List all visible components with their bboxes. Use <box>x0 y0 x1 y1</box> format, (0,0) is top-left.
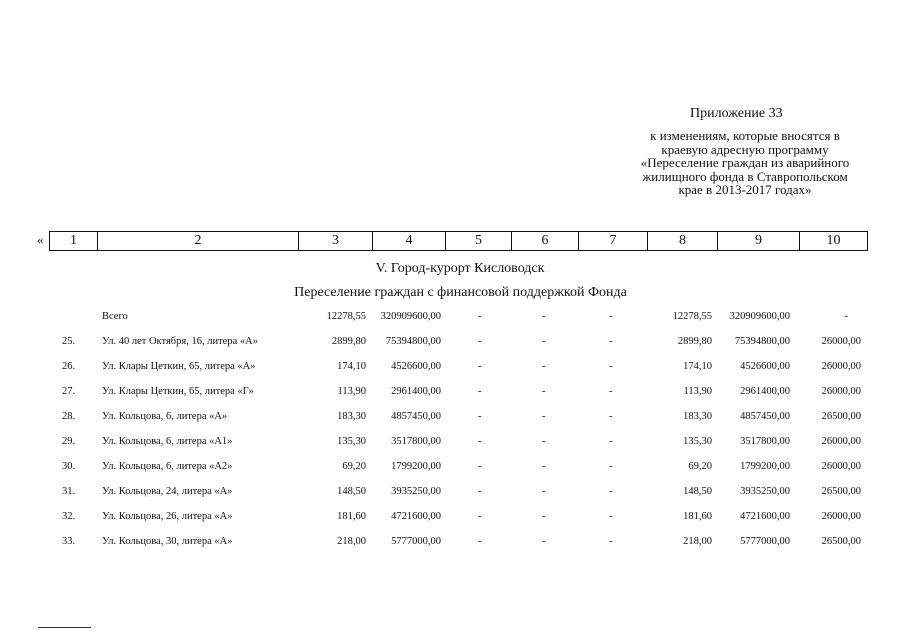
row-col5: - <box>478 336 482 347</box>
column-number: 4 <box>373 232 446 250</box>
row-col7: - <box>609 536 613 547</box>
row-area: 183,30 <box>337 411 366 422</box>
row-area-2: 148,50 <box>683 486 712 497</box>
row-number: 26. <box>62 361 76 372</box>
row-col7: - <box>609 386 613 397</box>
row-number: 31. <box>62 486 76 497</box>
row-area-2: 113,90 <box>683 386 712 397</box>
row-col6: - <box>542 361 546 372</box>
row-col6: - <box>542 536 546 547</box>
row-cost: 2961400,00 <box>391 386 441 397</box>
row-cost-2: 4721600,00 <box>740 511 790 522</box>
column-number: 1 <box>50 232 98 250</box>
table-row <box>0 406 905 431</box>
row-price: 26500,00 <box>821 411 861 422</box>
table-row <box>0 431 905 456</box>
row-price: 26000,00 <box>821 361 861 372</box>
row-col5: - <box>478 511 482 522</box>
table-row <box>0 506 905 531</box>
table-row <box>0 381 905 406</box>
note-line: краевую адресную программу <box>661 141 829 157</box>
row-cost: 3935250,00 <box>391 486 441 497</box>
table-row <box>0 481 905 506</box>
row-cost-2: 75394800,00 <box>734 336 790 347</box>
row-col7: - <box>609 461 613 472</box>
row-col7: - <box>609 361 613 372</box>
footnote-rule <box>38 627 91 628</box>
row-price: 26500,00 <box>821 536 861 547</box>
column-number: 5 <box>446 232 512 250</box>
row-price: 26000,00 <box>821 336 861 347</box>
subsection-title: Переселение граждан с финансовой поддержкой Фонда <box>294 285 627 300</box>
total-price: - <box>844 311 848 322</box>
row-area: 218,00 <box>337 536 366 547</box>
total-row <box>0 306 905 331</box>
row-cost-2: 5777000,00 <box>740 536 790 547</box>
row-col5: - <box>478 461 482 472</box>
total-label: Всего <box>102 311 128 322</box>
row-cost: 3517800,00 <box>391 436 441 447</box>
row-area-2: 135,30 <box>683 436 712 447</box>
column-number: 7 <box>579 232 648 250</box>
total-area: 12278,55 <box>326 311 366 322</box>
row-cost-2: 3935250,00 <box>740 486 790 497</box>
row-col6: - <box>542 511 546 522</box>
row-area: 174,10 <box>337 361 366 372</box>
table-row <box>0 531 905 556</box>
row-col6: - <box>542 436 546 447</box>
row-area: 113,90 <box>337 386 366 397</box>
row-cost: 5777000,00 <box>391 536 441 547</box>
row-cost: 4857450,00 <box>391 411 441 422</box>
note-line: к изменениям, которые вносятся в <box>650 128 840 143</box>
row-col5: - <box>478 411 482 422</box>
table-row <box>0 456 905 481</box>
row-col5: - <box>478 486 482 497</box>
section-title: V. Город-курорт Кисловодск <box>375 261 545 276</box>
row-area-2: 69,20 <box>688 461 712 472</box>
row-area-2: 181,60 <box>683 511 712 522</box>
total-cost-2: 320909600,00 <box>729 311 790 322</box>
row-cost: 4526600,00 <box>391 361 441 372</box>
row-col5: - <box>478 436 482 447</box>
open-quote: « <box>37 232 44 247</box>
row-area-2: 218,00 <box>683 536 712 547</box>
row-address: Ул. Кольцова, 24, литера «А» <box>102 486 233 497</box>
column-number: 8 <box>648 232 718 250</box>
row-price: 26000,00 <box>821 461 861 472</box>
column-number: 6 <box>512 232 579 250</box>
row-number: 25. <box>62 336 76 347</box>
note-line: крае в 2013-2017 годах» <box>678 182 812 197</box>
row-number: 33. <box>62 536 76 547</box>
row-area: 181,60 <box>337 511 366 522</box>
row-area: 135,30 <box>337 436 366 447</box>
row-cost: 1799200,00 <box>391 461 441 472</box>
row-number: 32. <box>62 511 76 522</box>
column-number-row <box>49 231 868 251</box>
appendix-note <box>600 129 890 197</box>
row-cost-2: 4857450,00 <box>740 411 790 422</box>
total-area-2: 12278,55 <box>672 311 712 322</box>
row-col6: - <box>542 486 546 497</box>
row-cost: 4721600,00 <box>391 511 441 522</box>
note-line: жилищного фонда в Ставропольском <box>642 168 848 184</box>
total-cost: 320909600,00 <box>380 311 441 322</box>
total-col6: - <box>542 311 546 322</box>
row-address: Ул. Кольцова, 26, литера «А» <box>102 511 233 522</box>
row-cost-2: 4526600,00 <box>740 361 790 372</box>
row-cost: 75394800,00 <box>385 336 441 347</box>
row-price: 26000,00 <box>821 386 861 397</box>
appendix-title: Приложение 33 <box>690 106 783 121</box>
row-cost-2: 2961400,00 <box>740 386 790 397</box>
row-area-2: 2899,80 <box>677 336 712 347</box>
column-number: 9 <box>718 232 800 250</box>
note-line: «Переселение граждан из аварийного <box>640 155 850 170</box>
column-number: 2 <box>98 232 299 250</box>
row-col6: - <box>542 411 546 422</box>
row-col5: - <box>478 386 482 397</box>
row-number: 28. <box>62 411 76 422</box>
column-number: 10 <box>826 233 841 248</box>
row-col5: - <box>478 536 482 547</box>
row-col6: - <box>542 461 546 472</box>
row-price: 26000,00 <box>821 511 861 522</box>
row-area-2: 174,10 <box>683 361 712 372</box>
row-cost-2: 1799200,00 <box>740 461 790 472</box>
row-col5: - <box>478 361 482 372</box>
row-area: 2899,80 <box>331 336 366 347</box>
total-col5: - <box>478 311 482 322</box>
column-number: 3 <box>299 232 373 250</box>
row-price: 26500,00 <box>821 486 861 497</box>
row-address: Ул. Кольцова, 6, литера «А2» <box>102 461 233 472</box>
data-rows <box>0 331 905 556</box>
row-address: Ул. Кольцова, 6, литера «А1» <box>102 436 233 447</box>
row-price: 26000,00 <box>821 436 861 447</box>
total-col7: - <box>609 311 613 322</box>
row-address: Ул. 40 лет Октября, 16, литера «А» <box>102 336 258 347</box>
row-address: Ул. Кольцова, 30, литера «А» <box>102 536 233 547</box>
table-row <box>0 331 905 356</box>
row-col7: - <box>609 336 613 347</box>
row-area: 148,50 <box>337 486 366 497</box>
row-number: 30. <box>62 461 76 472</box>
row-col7: - <box>609 486 613 497</box>
row-area: 69,20 <box>342 461 366 472</box>
row-col6: - <box>542 336 546 347</box>
row-address: Ул. Клары Цеткин, 65, литера «А» <box>102 361 256 372</box>
row-address: Ул. Клары Цеткин, 65, литера «Г» <box>102 386 254 397</box>
row-area-2: 183,30 <box>683 411 712 422</box>
row-col7: - <box>609 436 613 447</box>
row-cost-2: 3517800,00 <box>740 436 790 447</box>
row-col6: - <box>542 386 546 397</box>
row-col7: - <box>609 511 613 522</box>
table-body <box>0 306 905 556</box>
row-address: Ул. Кольцова, 6, литера «А» <box>102 411 228 422</box>
table-row <box>0 356 905 381</box>
row-col7: - <box>609 411 613 422</box>
row-number: 29. <box>62 436 76 447</box>
row-number: 27. <box>62 386 76 397</box>
